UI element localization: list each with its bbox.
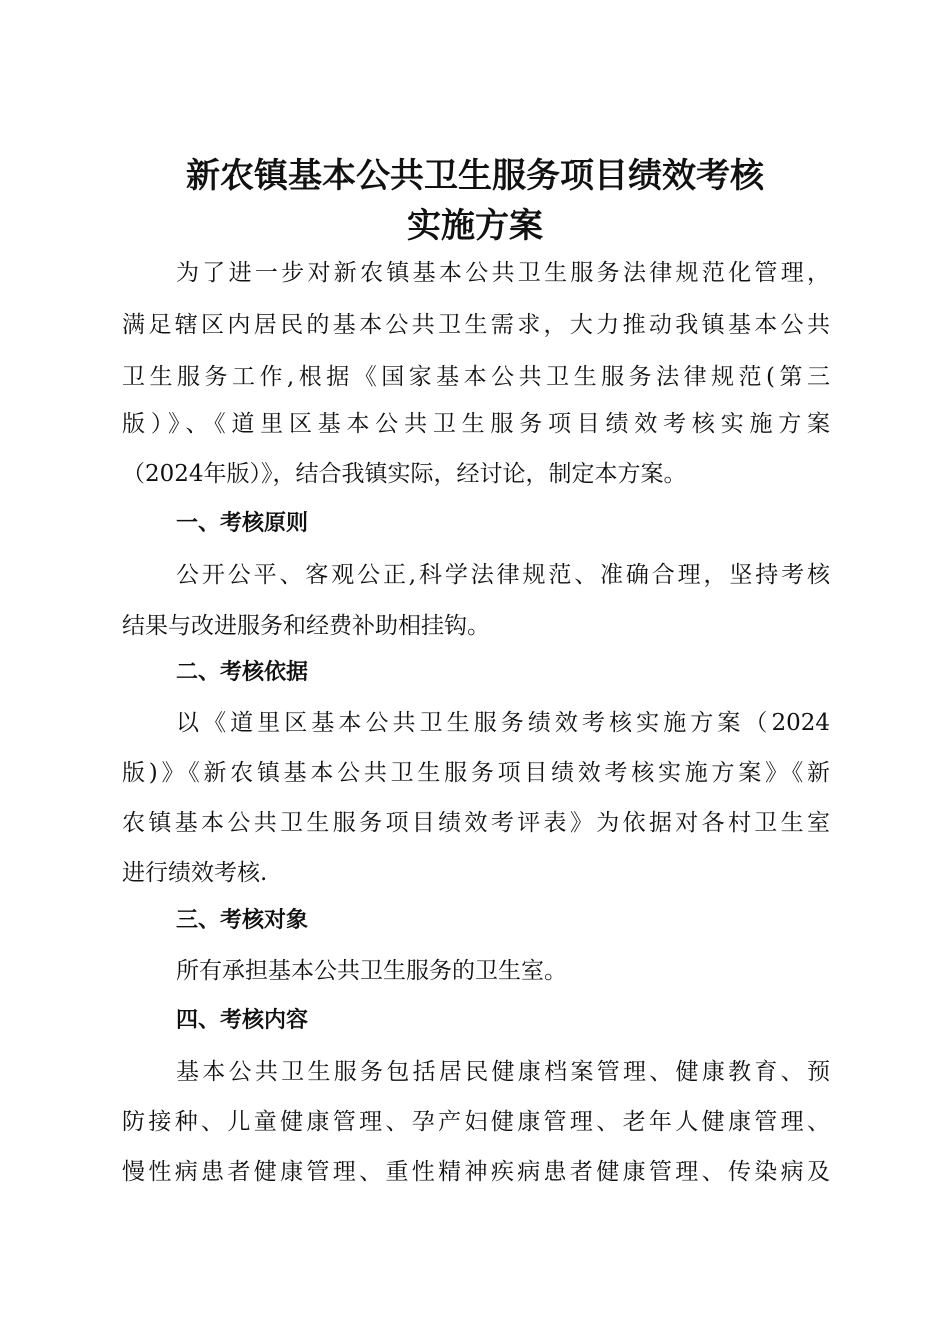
section-basis-line-3: 农镇基本公共卫生服务项目绩效考评表》为依据对各村卫生室 [122, 810, 830, 836]
intro-line-3: 卫生服务工作,根据《国家基本公共卫生服务法律规范(第三 [122, 364, 830, 390]
section-basis-line-2: 版)》《新农镇基本公共卫生服务项目绩效考核实施方案》《新 [122, 760, 830, 786]
intro-line-2: 满足辖区内居民的基本公共卫生需求，大力推动我镇基本公共 [122, 312, 830, 338]
intro-line-4: 版）》、《道里区基本公共卫生服务项目绩效考核实施方案 [122, 411, 830, 437]
section-principles-line-1: 公开公平、客观公正,科学法律规范、准确合理，坚持考核 [176, 562, 830, 588]
section-heading-targets: 三、考核对象 [176, 908, 309, 933]
section-heading-principles: 一、考核原则 [176, 511, 309, 536]
section-content-line-3: 慢性病患者健康管理、重性精神疾病患者健康管理、传染病及 [122, 1159, 830, 1185]
section-heading-content: 四、考核内容 [176, 1008, 309, 1033]
section-content-line-1: 基本公共卫生服务包括居民健康档案管理、健康教育、预 [176, 1059, 830, 1085]
section-principles-line-2: 结果与改进服务和经费补助相挂钩。 [122, 613, 490, 639]
document-title-line-2: 实施方案 [407, 206, 543, 246]
intro-line-5: （2024年版）》，结合我镇实际，经讨论，制定本方案。 [122, 461, 687, 487]
section-targets-line-1: 所有承担基本公共卫生服务的卫生室。 [176, 958, 567, 984]
section-content-line-2: 防接种、儿童健康管理、孕产妇健康管理、老年人健康管理、 [122, 1109, 830, 1135]
section-basis-line-1: 以《道里区基本公共卫生服务绩效考核实施方案（2024 [176, 710, 830, 736]
intro-line-1: 为了进一步对新农镇基本公共卫生服务法律规范化管理， [176, 260, 830, 286]
section-basis-line-4: 进行绩效考核. [122, 860, 268, 886]
section-heading-basis: 二、考核依据 [176, 660, 309, 685]
document-title-line-1: 新农镇基本公共卫生服务项目绩效考核 [186, 156, 764, 196]
